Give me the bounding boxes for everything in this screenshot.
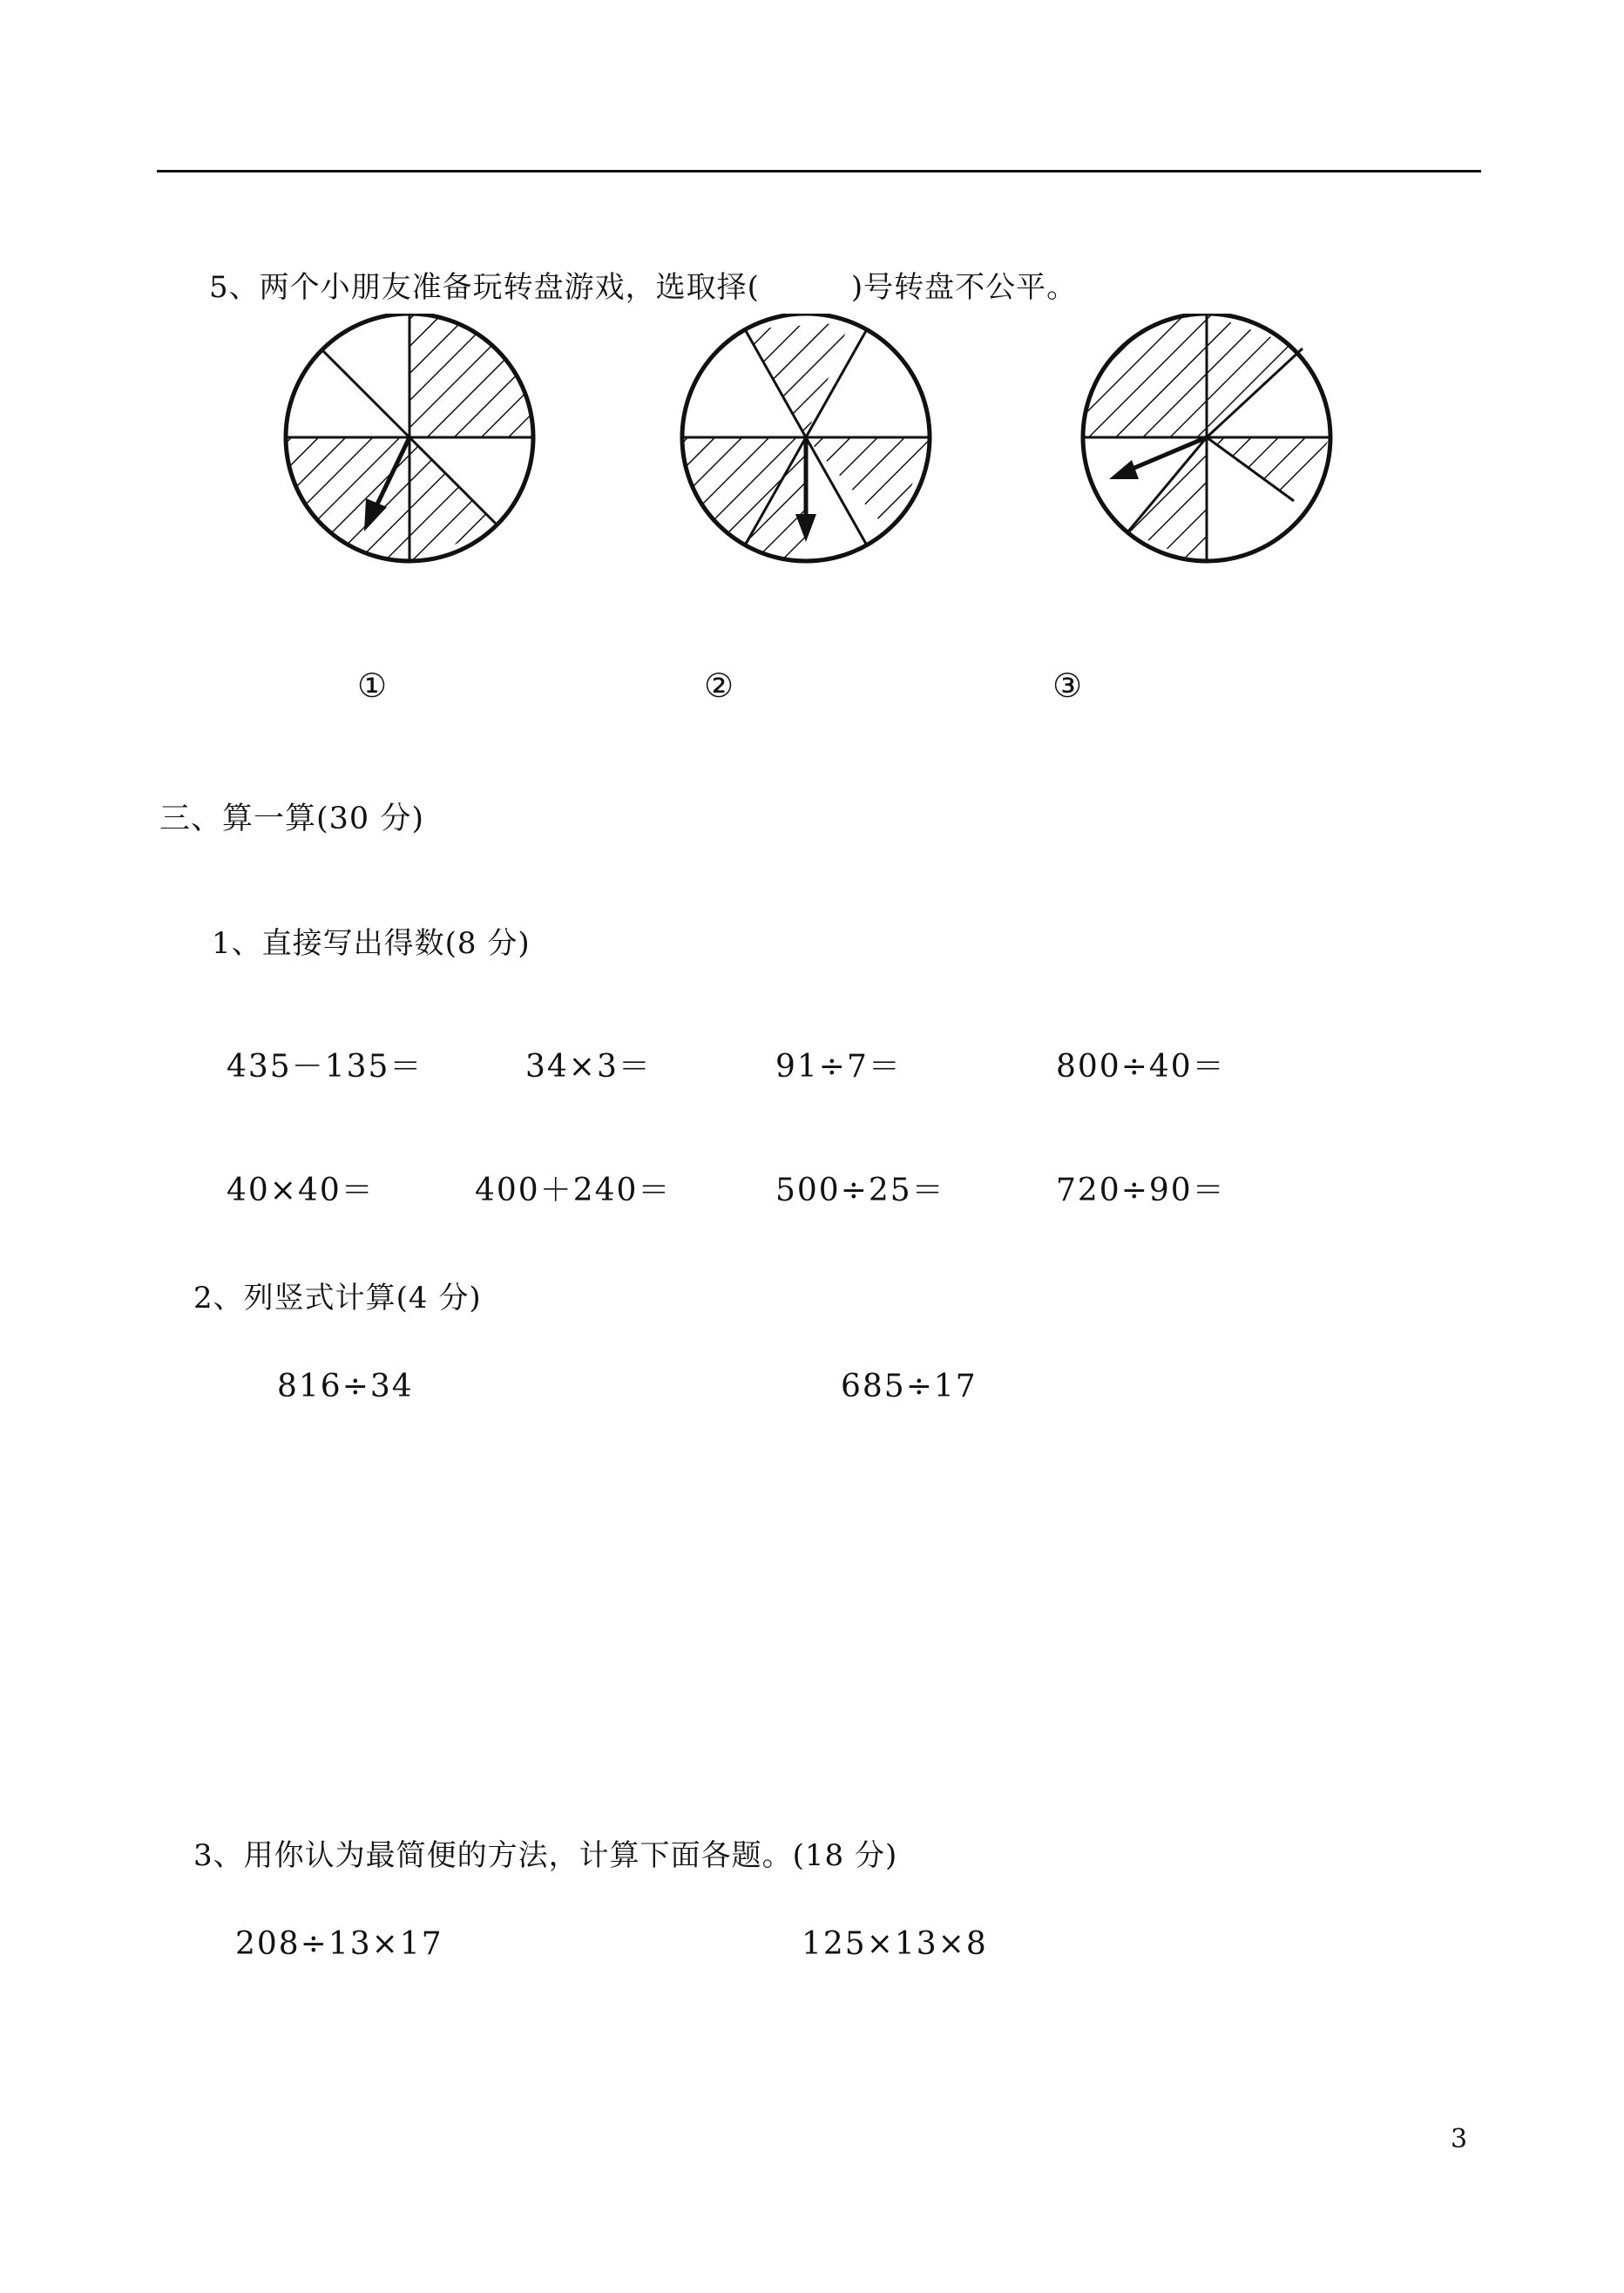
wheel-label-2: ② [704, 666, 734, 705]
simplify-item: 208÷13×17 [235, 1926, 443, 1962]
spinner-wheel-2 [675, 314, 937, 575]
spinner-wheel-1 [279, 314, 540, 575]
spinner-wheel-3 [1076, 314, 1337, 575]
q1-title: 1、直接写出得数(8 分) [212, 926, 531, 961]
calc-item: 91÷7＝ [775, 1049, 902, 1085]
page-number: 3 [1451, 2124, 1468, 2154]
calc-item: 400＋240＝ [475, 1173, 672, 1208]
simplify-item: 125×13×8 [802, 1926, 988, 1962]
q3-title: 3、用你认为最简便的方法，计算下面各题。(18 分) [193, 1838, 898, 1873]
calc-item: 720÷90＝ [1056, 1173, 1226, 1208]
wheel-label-1: ① [357, 666, 388, 705]
calc-item: 500÷25＝ [775, 1173, 945, 1208]
q2-title: 2、列竖式计算(4 分) [193, 1281, 482, 1316]
calc-item: 34×3＝ [525, 1049, 652, 1085]
question-5-text: 5、两个小朋友准备玩转盘游戏，选取择( )号转盘不公平。 [209, 270, 1078, 305]
calc-item: 40×40＝ [227, 1173, 375, 1208]
header-rule [157, 170, 1481, 172]
section-3-title: 三、算一算(30 分) [159, 802, 424, 836]
calc-item: 800÷40＝ [1056, 1049, 1226, 1085]
wheel-label-3: ③ [1052, 666, 1083, 705]
vertical-calc-item: 816÷34 [277, 1369, 414, 1404]
calc-item: 435－135＝ [227, 1049, 423, 1085]
vertical-calc-item: 685÷17 [841, 1369, 978, 1404]
